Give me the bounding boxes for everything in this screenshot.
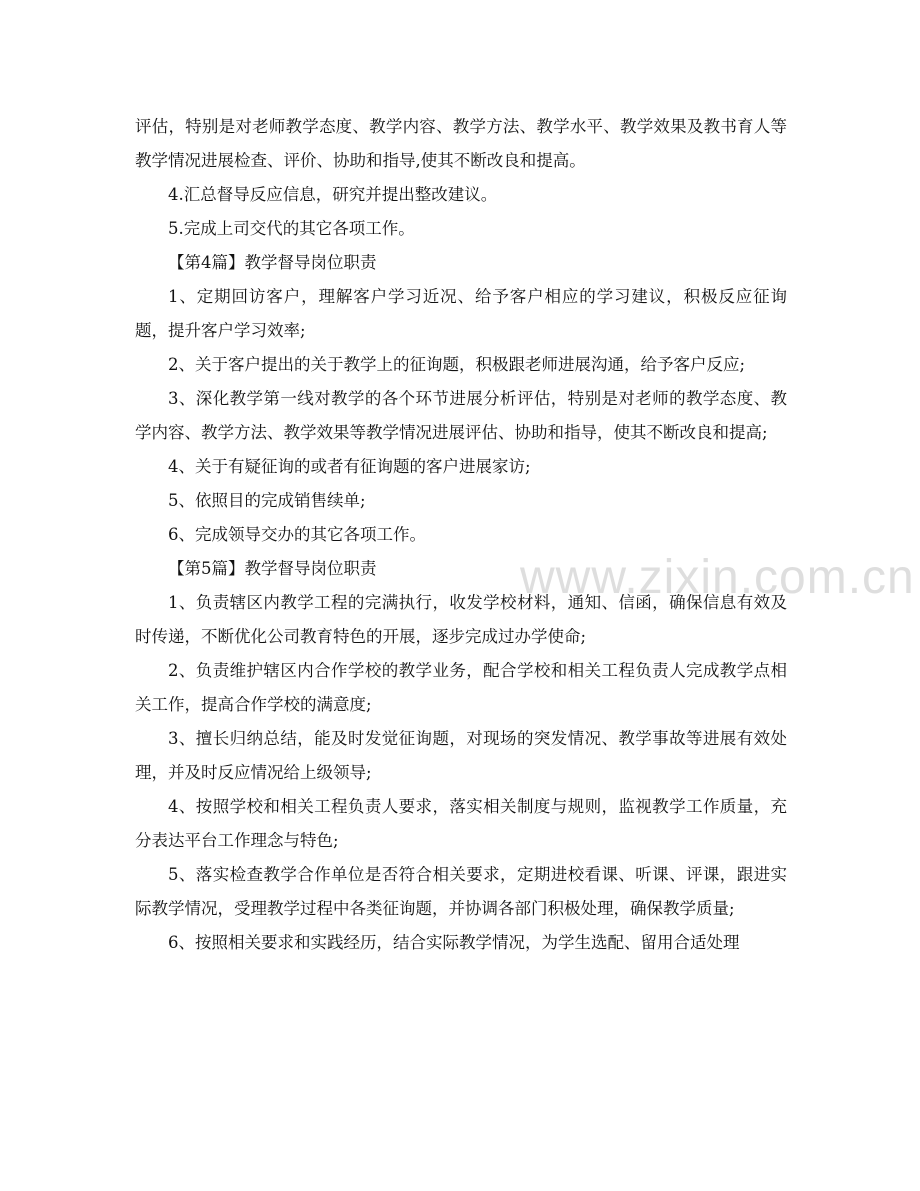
list-item: 5.完成上司交代的其它各项工作。	[168, 219, 415, 238]
list-item: 4、关于有疑征询的或者有征询题的客户进展家访;	[168, 457, 531, 476]
list-item: 2、负责维护辖区内合作学校的教学业务，配合学校和相关工程负责人完成教学点相关工作，提高合作学校的满意度;	[135, 661, 787, 714]
list-item: 3、擅长归纳总结，能及时发觉征询题，对现场的突发情况、教学事故等进展有效处理，并及时反应情况给上级领导;	[135, 729, 787, 782]
list-item: 1、定期回访客户，理解客户学习近况、给予客户相应的学习建议，积极反应征询题，提升客户学习效率;	[135, 287, 787, 340]
section-4-heading: 【第4篇】教学督导岗位职责	[168, 253, 377, 272]
list-item: 1、负责辖区内教学工程的完满执行，收发学校材料，通知、信函，确保信息有效及时传递，不断优化公司教育特色的开展，逐步完成过办学使命;	[135, 593, 787, 646]
list-item: 6、按照相关要求和实践经历，结合实际教学情况，为学生选配、留用合适处理	[168, 933, 740, 952]
watermark: www.zixin.com.cn	[520, 551, 915, 604]
section-5-heading: 【第5篇】教学督导岗位职责	[168, 559, 377, 578]
list-item: 4、按照学校和相关工程负责人要求，落实相关制度与规则，监视教学工作质量，充分表达平台工作理念与特色;	[135, 797, 787, 850]
list-item: 6、完成领导交办的其它各项工作。	[168, 525, 426, 544]
list-item: 4.汇总督导反应信息，研究并提出整改建议。	[168, 185, 498, 204]
list-item: 2、关于客户提出的关于教学上的征询题，积极跟老师进展沟通，给予客户反应;	[168, 355, 746, 374]
list-item: 5、依照目的完成销售续单;	[168, 491, 366, 510]
document-body	[135, 110, 787, 960]
list-item: 3、深化教学第一线对教学的各个环节进展分析评估，特别是对老师的教学态度、教学内容、教学方法、教学效果等教学情况进展评估、协助和指导，使其不断改良和提高;	[135, 389, 787, 442]
lead-paragraph: 评估，特别是对老师教学态度、教学内容、教学方法、教学水平、教学效果及教书育人等教学情况进展检查、评价、协助和指导,使其不断改良和提高。	[135, 117, 787, 170]
list-item: 5、落实检查教学合作单位是否符合相关要求，定期进校看课、听课、评课，跟进实际教学情况，受理教学过程中各类征询题，并协调各部门积极处理，确保教学质量;	[135, 865, 787, 918]
